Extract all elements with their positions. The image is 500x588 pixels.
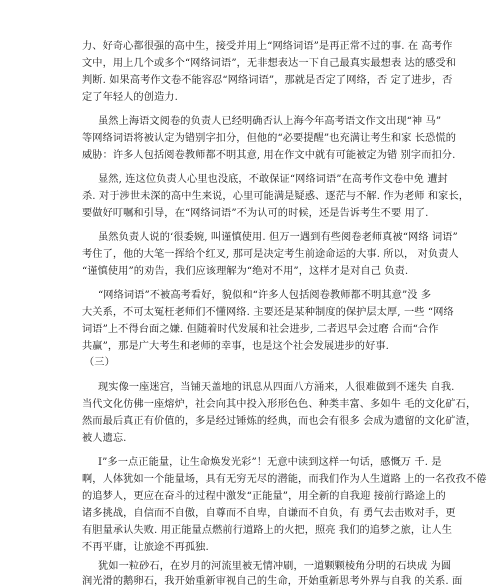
- text-line: “网络词语”不被高考看好，貌似和“许多人包括阅卷教师都不明其意”没 多: [98, 290, 432, 301]
- text-line: 当代文化仿佛一座熔炉，社会向其中投入形形色色、种类丰富、多如牛 毛的文化矿石，: [82, 399, 477, 410]
- text-line: 大关系，不可太冤枉老师们不懂网络. 主要还是某种制度的保护层太厚, 一些 “网络: [82, 307, 454, 318]
- text-line: 要做好叮嘱和引导，在“网络词语”不为认可的时候，还是告诉考生不要 用了.: [82, 208, 429, 219]
- text-line: 的追梦人，更应在奋斗的过程中激发“正能量”，用全新的自我迎 接前行路途上的: [82, 491, 446, 502]
- text-line: 共赢”，那是广大考生和老师的幸事，也是这个社会发展进步的好事.: [82, 341, 389, 352]
- text-line: 犹如一粒砂石，在岁月的河流里被无情冲刷，一道颗颗棱角分明的石块成 为圆: [98, 561, 452, 572]
- text-line: 被人遗忘.: [82, 433, 127, 444]
- text-line: 然而最后真正有价值的，多是经过锤炼的经典，而也会有很多 会成为遗留的文化矿渣，: [82, 416, 477, 427]
- section-number: （三）: [84, 357, 115, 368]
- text-line: 考住了，他的大笔一挥给个红叉, 那可是决定考生前途命运的大事. 所以， 对负责人: [82, 249, 459, 260]
- text-line: 等网络词语将被认定为错别字扣分，但他的“必要提醒”也充满让考生和家 长恐慌的: [82, 133, 457, 144]
- text-line: 杀. 对于涉世未深的高中生来说，心里可能满是疑惑、逐茫与不解. 作为老师 和家长，: [82, 191, 470, 202]
- text-line: 显然, 连这位负责人心里也没底，不敢保证“网络词语”在高考作文卷中免 遭封: [98, 174, 448, 185]
- text-line: I”多一点正能量，让生命焕发光彩”！无意中读到这样一句话，感慨万 千. 是: [98, 457, 442, 468]
- text-line: 力、好奇心都很强的高中生，接受并用上“网络词语”是再正常不过的事. 在 高考作: [82, 41, 453, 52]
- text-line: 文中，用上几个或多个“网络词语”，无非想表达一下自己最真实最想表 达的感受和: [82, 58, 457, 69]
- text-line: 有胆量承认失败. 用正能量点燃前行道路上的火把，照亮 我们的追梦之旅，让人生: [82, 525, 453, 536]
- text-line: 啊，人体犹如一个能量场，具有无穷无尽的潜能，而我们作为人生道路 上的一名孜孜不倦: [82, 474, 487, 485]
- text-line: 定了年轻人的创造力.: [82, 92, 178, 103]
- text-line: 现实像一座迷宫，当铺天盖地的讯息从四面八方涌来，人很难做到不迷失 自我.: [98, 382, 455, 393]
- text-line: 词语”上不得台面之嫌. 但随着时代发展和社会进步, 二者迟早会过磨 合而“合作: [82, 324, 439, 335]
- text-line: 威胁：许多人包括阅卷教师都不明其意, 用在作文中就有可能被定为错 别字而扣分.: [82, 150, 456, 161]
- text-line: 判断. 如果高考作文卷不能容忍“网络词语”，那就是否定了网络，否 定了进步，否: [82, 75, 453, 86]
- text-line: 诸多挑战，自信而不自傲，自尊而不自卑，自谦而不自负，有 勇气去击败对手，更: [82, 508, 456, 519]
- text-line: “谨慎使用”的劝告，我们应该理解为“绝对不用”，这样才是对自己 负责.: [82, 266, 409, 277]
- text-line: 虽然负责人说的‘很委婉, 叫谨慎使用. 但万一遇到有些阅卷老师真被“网络 词语”: [98, 232, 458, 243]
- text-line: 润光滑的鹅卵石，我开始重新审视自己的生命，开始重新思考外界与自我 的关系. 面: [82, 576, 463, 587]
- text-line: 不再平庸，让旅途不再孤独.: [82, 542, 209, 553]
- text-line: 虽然上海语文阅卷的负责人已经明确否认上海今年高考语文作文出现“神 马”: [98, 116, 442, 127]
